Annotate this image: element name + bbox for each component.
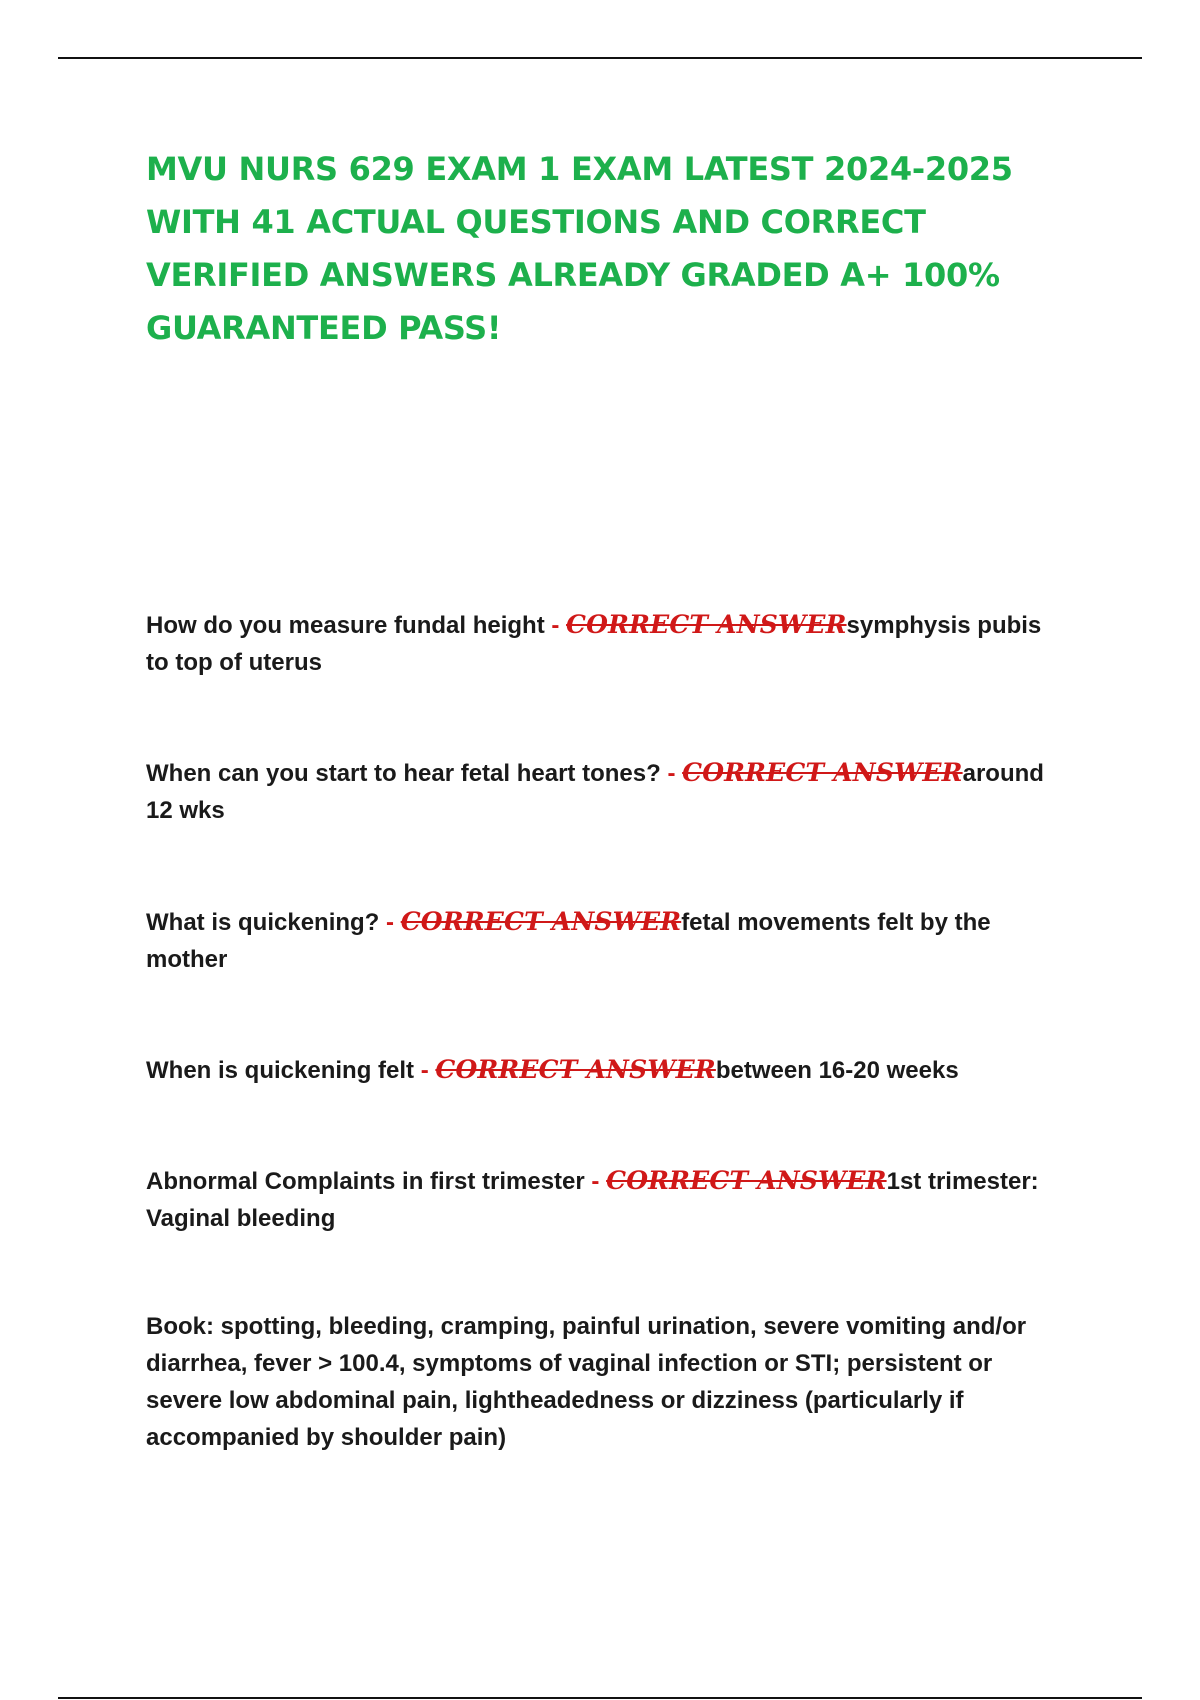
correct-answer-label: CORRECT ANSWER xyxy=(682,758,963,787)
answer-separator: - xyxy=(551,612,560,639)
answer-text: fetal movements felt by the mother xyxy=(146,909,991,973)
answer-text: between 16-20 weeks xyxy=(715,1057,959,1084)
correct-answer-label: CORRECT ANSWER xyxy=(435,1055,716,1084)
qa-item xyxy=(146,1162,1066,1237)
answer-separator: - xyxy=(591,1168,600,1195)
question-text: Abnormal Complaints in first trimester xyxy=(146,1168,585,1195)
answer-text: 1st trimester: Vaginal bleeding xyxy=(146,1168,1039,1232)
qa-item xyxy=(146,606,1066,681)
question-text: When can you start to hear fetal heart tones? xyxy=(146,760,661,787)
correct-answer-label: CORRECT ANSWER xyxy=(400,907,682,936)
answer-separator: - xyxy=(420,1057,429,1084)
question-text: When is quickening felt xyxy=(146,1057,415,1084)
bottom-rule xyxy=(58,1697,1142,1699)
question-text: What is quickening? xyxy=(146,909,380,936)
correct-answer-label: CORRECT ANSWER xyxy=(606,1166,887,1195)
answer-separator: - xyxy=(386,909,395,936)
answer-text: around 12 wks xyxy=(146,760,1044,824)
top-rule xyxy=(58,57,1142,59)
correct-answer-label: CORRECT ANSWER xyxy=(566,610,847,639)
question-text: How do you measure fundal height xyxy=(146,612,545,639)
qa-item xyxy=(146,754,1066,829)
qa-item xyxy=(146,1051,1066,1089)
answer-separator: - xyxy=(667,760,676,787)
document-title: MVU NURS 629 EXAM 1 EXAM LATEST 2024-2025 WITH 41 ACTUAL QUESTIONS AND CORRECT VERIFIED ANSWERS ALREADY GRADED A+ 100% GUARANTEED PASS! xyxy=(146,150,1013,347)
qa-item xyxy=(146,903,1066,978)
answer-text: symphysis pubis to top of uterus xyxy=(146,612,1042,676)
book-note: Book: spotting, bleeding, cramping, painful urination, severe vomiting and/or diarrhea, fever > 100.4, symptoms of vaginal infection or STI; persistent or severe low abdominal pain, lightheadedness or dizziness (particularly if accompanied by shoulder pain) xyxy=(146,1313,1027,1451)
